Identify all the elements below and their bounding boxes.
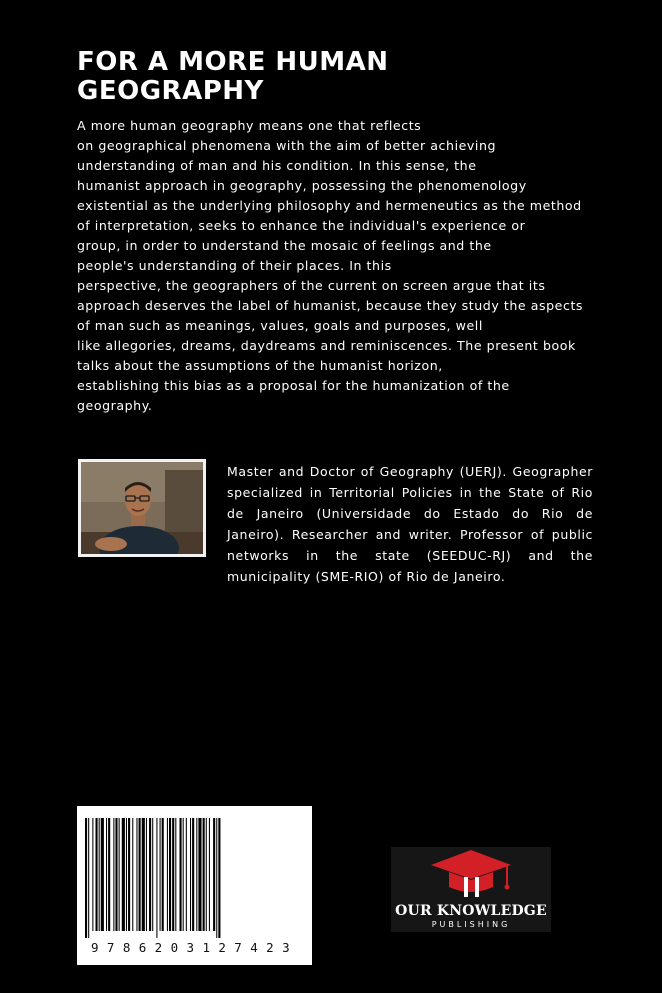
publisher-subtitle: PUBLISHING <box>431 920 511 929</box>
barcode-bar <box>160 818 161 931</box>
description-line: on geographical phenomena with the aim of better achieving <box>77 138 497 153</box>
description-line: A more human geography means one that reflects <box>77 118 422 133</box>
barcode-bar <box>172 818 174 931</box>
publisher-logo <box>391 847 551 932</box>
description-line: geography. <box>77 398 153 413</box>
description-line: of interpretation, seeks to enhance the individual's experience or <box>77 218 526 233</box>
barcode-bar <box>149 818 151 931</box>
description-line: of man such as meanings, values, goals and purposes, well <box>77 318 483 333</box>
barcode-bar <box>203 818 205 931</box>
publisher-name: OUR KNOWLEDGE <box>395 903 547 919</box>
barcode-bar <box>146 818 147 931</box>
barcode-bar <box>180 818 182 931</box>
description-line: approach deserves the label of humanist, because they study the aspects <box>77 298 584 313</box>
barcode-bar <box>122 818 125 931</box>
barcode-bar <box>132 818 133 931</box>
barcode-bar <box>216 818 217 938</box>
barcode-bar <box>209 818 210 931</box>
barcode-bar <box>115 818 117 931</box>
barcode-bar <box>142 818 145 931</box>
barcode-bar <box>152 818 153 931</box>
author-bio: Master and Doctor of Geography (UERJ). Geographer specialized in Territorial Policies in the State of Rio de Janeiro (Universidade do Estado do Rio de Janeiro). Researcher and writer. Professor of public networks in the state (SEEDUC-RJ) and the municipality (SME-RIO) of Rio de Janeiro. <box>227 464 593 584</box>
description-line: establishing this bias as a proposal for the humanization of the <box>77 378 510 393</box>
barcode-bar <box>101 818 104 931</box>
barcode-bar <box>96 818 98 931</box>
description-line: like allegories, dreams, daydreams and reminiscences. The present book <box>77 338 576 353</box>
barcode-bar <box>106 818 107 931</box>
isbn-digits: 9786203127423 <box>90 940 299 955</box>
barcode-bar <box>175 818 176 931</box>
barcode-bar <box>99 818 100 931</box>
graduation-cap-icon <box>391 847 551 903</box>
barcode-bar <box>186 818 187 931</box>
barcode-bar <box>196 818 197 931</box>
barcode-bar <box>139 818 141 931</box>
barcode-bar <box>126 818 127 931</box>
barcode-bar <box>113 818 114 931</box>
book-title: FOR A MORE HUMAN GEOGRAPHY <box>77 47 389 106</box>
author-photo <box>78 459 206 557</box>
barcode-bar <box>190 818 191 931</box>
barcode-bar <box>206 818 207 931</box>
barcode-bar <box>162 818 164 931</box>
barcode-bar <box>88 818 89 938</box>
barcode-bar <box>119 818 120 931</box>
barcode-bar <box>156 818 157 938</box>
barcode-bar <box>167 818 168 931</box>
isbn-barcode <box>77 806 312 965</box>
barcode-bar <box>213 818 215 931</box>
barcode-bar <box>183 818 184 931</box>
barcode-bar <box>169 818 171 931</box>
barcode-bar <box>85 818 87 938</box>
barcode-bar <box>92 818 93 931</box>
description-line: humanist approach in geography, possessing the phenomenology <box>77 178 527 193</box>
barcode-bar <box>136 818 137 931</box>
description-line: talks about the assumptions of the humanist horizon, <box>77 358 443 373</box>
barcode-bar <box>108 818 110 931</box>
barcode-bar <box>128 818 130 931</box>
book-description <box>77 116 597 416</box>
description-line: understanding of man and his condition. In this sense, the <box>77 158 477 173</box>
barcode-bar <box>218 818 220 938</box>
description-line: group, in order to understand the mosaic of feelings and the <box>77 238 492 253</box>
description-line: existential as the underlying philosophy and hermeneutics as the method <box>77 198 582 213</box>
description-line: people's understanding of their places. In this <box>77 258 392 273</box>
description-line: perspective, the geographers of the current on screen argue that its <box>77 278 546 293</box>
barcode-bar <box>198 818 201 931</box>
barcode-bar <box>192 818 194 931</box>
